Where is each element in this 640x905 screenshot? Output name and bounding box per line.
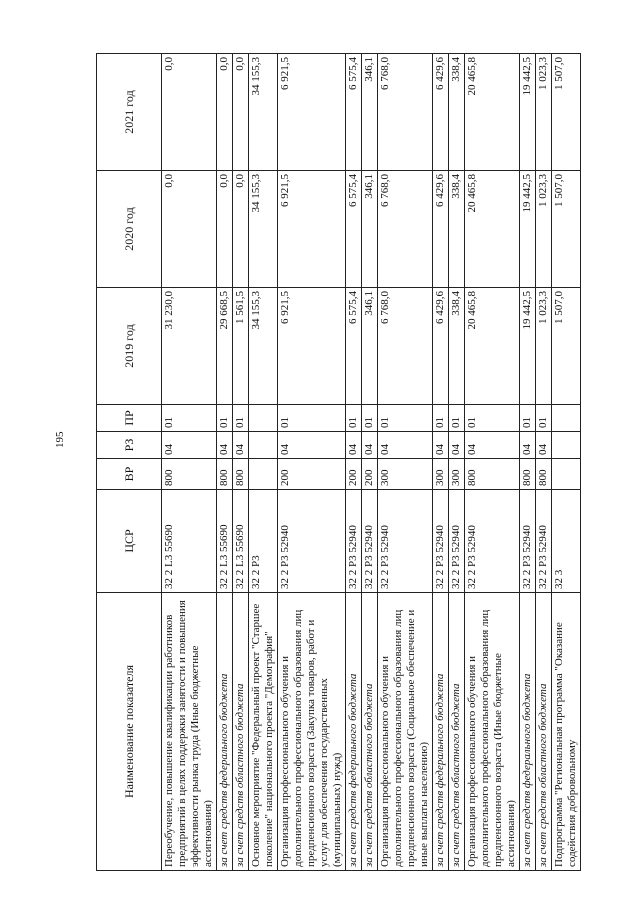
cell-2019: 31 230,0 xyxy=(162,288,217,405)
cell-pr: 01 xyxy=(378,405,433,432)
table-row xyxy=(362,54,378,871)
cell-rz: 04 xyxy=(217,432,233,459)
table-row xyxy=(249,54,278,871)
cell-vr: 200 xyxy=(362,459,378,490)
header-2020: 2020 год xyxy=(97,171,162,288)
cell-rz: 04 xyxy=(520,432,536,459)
cell-csr: 32 2 P3 52940 xyxy=(278,490,346,593)
cell-csr: 32 2 L3 55690 xyxy=(162,490,217,593)
cell-2021: 6 575,4 xyxy=(346,54,362,171)
cell-csr: 32 2 P3 52940 xyxy=(346,490,362,593)
cell-2020: 20 465,8 xyxy=(465,171,520,288)
table-row xyxy=(552,54,581,871)
cell-2020: 19 442,5 xyxy=(520,171,536,288)
cell-2019: 1 507,0 xyxy=(552,288,581,405)
cell-2020: 338,4 xyxy=(449,171,465,288)
cell-2019: 346,1 xyxy=(362,288,378,405)
table-row xyxy=(278,54,346,871)
cell-pr: 01 xyxy=(362,405,378,432)
cell-name: за счет средств областного бюджета xyxy=(233,593,249,871)
cell-2019: 6 768,0 xyxy=(378,288,433,405)
cell-2021: 346,1 xyxy=(362,54,378,171)
cell-2021: 0,0 xyxy=(233,54,249,171)
cell-2021: 6 768,0 xyxy=(378,54,433,171)
cell-rz xyxy=(552,432,581,459)
cell-csr: 32 2 P3 52940 xyxy=(536,490,552,593)
cell-vr: 800 xyxy=(520,459,536,490)
cell-vr xyxy=(249,459,278,490)
cell-name: за счет средств федерального бюджета xyxy=(433,593,449,871)
cell-vr: 800 xyxy=(465,459,520,490)
cell-name: Переобучение, повышение квалификации работников предприятий в целях поддержки занятости и повышения эффективности рынка труда (Иные бюджетные ассигнования) xyxy=(162,593,217,871)
cell-rz xyxy=(249,432,278,459)
cell-rz: 04 xyxy=(233,432,249,459)
cell-rz: 04 xyxy=(362,432,378,459)
cell-2019: 6 575,4 xyxy=(346,288,362,405)
cell-2020: 6 921,5 xyxy=(278,171,346,288)
cell-2020: 0,0 xyxy=(217,171,233,288)
header-name: Наименование показателя xyxy=(97,593,162,871)
cell-2019: 1 561,5 xyxy=(233,288,249,405)
table-row xyxy=(433,54,449,871)
cell-2021: 0,0 xyxy=(217,54,233,171)
cell-2021: 338,4 xyxy=(449,54,465,171)
cell-pr: 01 xyxy=(449,405,465,432)
cell-2019: 6 429,6 xyxy=(433,288,449,405)
header-rz: РЗ xyxy=(97,432,162,459)
cell-vr: 200 xyxy=(278,459,346,490)
cell-name: Организация профессионального обучения и дополнительного профессионального образования лиц предпенсионного возраста (Закупка товаров, работ и услуг для обеспечения государственных (муниципальных) нужд) xyxy=(278,593,346,871)
cell-2021: 34 155,3 xyxy=(249,54,278,171)
cell-vr: 300 xyxy=(433,459,449,490)
cell-rz: 04 xyxy=(162,432,217,459)
cell-2019: 1 023,3 xyxy=(536,288,552,405)
cell-2020: 6 575,4 xyxy=(346,171,362,288)
header-pr: ПР xyxy=(97,405,162,432)
cell-pr: 01 xyxy=(536,405,552,432)
cell-pr: 01 xyxy=(520,405,536,432)
cell-csr: 32 2 P3 52940 xyxy=(465,490,520,593)
table-row xyxy=(378,54,433,871)
cell-csr: 32 2 P3 52940 xyxy=(433,490,449,593)
cell-name: Основное мероприятие "Федеральный проект "Старшее поколение" национального проекта "Демография" xyxy=(249,593,278,871)
cell-2020: 0,0 xyxy=(162,171,217,288)
table-row xyxy=(233,54,249,871)
cell-name: Организация профессионального обучения и дополнительного профессионального образования лиц предпенсионного возраста (Иные бюджетные ассигнования) xyxy=(465,593,520,871)
cell-vr xyxy=(552,459,581,490)
cell-name: Подпрограмма "Региональная программа "Оказание содействия добровольному xyxy=(552,593,581,871)
cell-name: за счет средств федерального бюджета xyxy=(346,593,362,871)
cell-2020: 0,0 xyxy=(233,171,249,288)
cell-name: за счет средств федерального бюджета xyxy=(520,593,536,871)
cell-vr: 300 xyxy=(449,459,465,490)
cell-name: за счет средств федерального бюджета xyxy=(217,593,233,871)
cell-2020: 1 507,0 xyxy=(552,171,581,288)
table-row xyxy=(162,54,217,871)
cell-vr: 800 xyxy=(162,459,217,490)
cell-csr: 32 2 P3 xyxy=(249,490,278,593)
cell-rz: 04 xyxy=(278,432,346,459)
rotated-table-wrapper xyxy=(96,56,581,871)
cell-pr: 01 xyxy=(233,405,249,432)
header-2019: 2019 год xyxy=(97,288,162,405)
page-number: 195 xyxy=(54,431,66,448)
cell-2020: 346,1 xyxy=(362,171,378,288)
cell-csr: 32 2 P3 52940 xyxy=(520,490,536,593)
cell-csr: 32 2 L3 55690 xyxy=(233,490,249,593)
cell-2020: 6 429,6 xyxy=(433,171,449,288)
cell-2019: 338,4 xyxy=(449,288,465,405)
cell-rz: 04 xyxy=(536,432,552,459)
table-row xyxy=(449,54,465,871)
header-vr: ВР xyxy=(97,459,162,490)
cell-pr xyxy=(552,405,581,432)
cell-2020: 34 155,3 xyxy=(249,171,278,288)
cell-pr: 01 xyxy=(465,405,520,432)
cell-2021: 19 442,5 xyxy=(520,54,536,171)
cell-2019: 34 155,3 xyxy=(249,288,278,405)
table-row xyxy=(520,54,536,871)
cell-2019: 29 668,5 xyxy=(217,288,233,405)
cell-2019: 6 921,5 xyxy=(278,288,346,405)
cell-rz: 04 xyxy=(449,432,465,459)
header-2021: 2021 год xyxy=(97,54,162,171)
cell-pr: 01 xyxy=(433,405,449,432)
cell-2020: 6 768,0 xyxy=(378,171,433,288)
cell-2021: 6 921,5 xyxy=(278,54,346,171)
table-header-row xyxy=(97,54,162,871)
header-csr: ЦСР xyxy=(97,490,162,593)
cell-name: за счет средств областного бюджета xyxy=(536,593,552,871)
cell-csr: 32 2 P3 52940 xyxy=(449,490,465,593)
cell-vr: 800 xyxy=(233,459,249,490)
cell-vr: 200 xyxy=(346,459,362,490)
cell-pr xyxy=(249,405,278,432)
cell-name: Организация профессионального обучения и дополнительного профессионального образования лиц предпенсионного возраста (Социальное обеспечение и иные выплаты населению) xyxy=(378,593,433,871)
cell-vr: 800 xyxy=(217,459,233,490)
table-row xyxy=(465,54,520,871)
cell-rz: 04 xyxy=(346,432,362,459)
cell-vr: 800 xyxy=(536,459,552,490)
cell-2021: 20 465,8 xyxy=(465,54,520,171)
cell-pr: 01 xyxy=(217,405,233,432)
cell-vr: 300 xyxy=(378,459,433,490)
table-row xyxy=(217,54,233,871)
cell-2021: 1 507,0 xyxy=(552,54,581,171)
table-row xyxy=(536,54,552,871)
cell-2021: 1 023,3 xyxy=(536,54,552,171)
cell-csr: 32 2 L3 55690 xyxy=(217,490,233,593)
cell-name: за счет средств областного бюджета xyxy=(449,593,465,871)
table-row xyxy=(346,54,362,871)
cell-pr: 01 xyxy=(162,405,217,432)
cell-rz: 04 xyxy=(433,432,449,459)
cell-2020: 1 023,3 xyxy=(536,171,552,288)
cell-2021: 0,0 xyxy=(162,54,217,171)
cell-pr: 01 xyxy=(346,405,362,432)
cell-2019: 19 442,5 xyxy=(520,288,536,405)
budget-table xyxy=(96,53,581,871)
cell-csr: 32 2 P3 52940 xyxy=(362,490,378,593)
cell-name: за счет средств областного бюджета xyxy=(362,593,378,871)
cell-csr: 32 2 P3 52940 xyxy=(378,490,433,593)
cell-pr: 01 xyxy=(278,405,346,432)
cell-rz: 04 xyxy=(465,432,520,459)
cell-rz: 04 xyxy=(378,432,433,459)
cell-2019: 20 465,8 xyxy=(465,288,520,405)
cell-csr: 32 3 xyxy=(552,490,581,593)
cell-2021: 6 429,6 xyxy=(433,54,449,171)
